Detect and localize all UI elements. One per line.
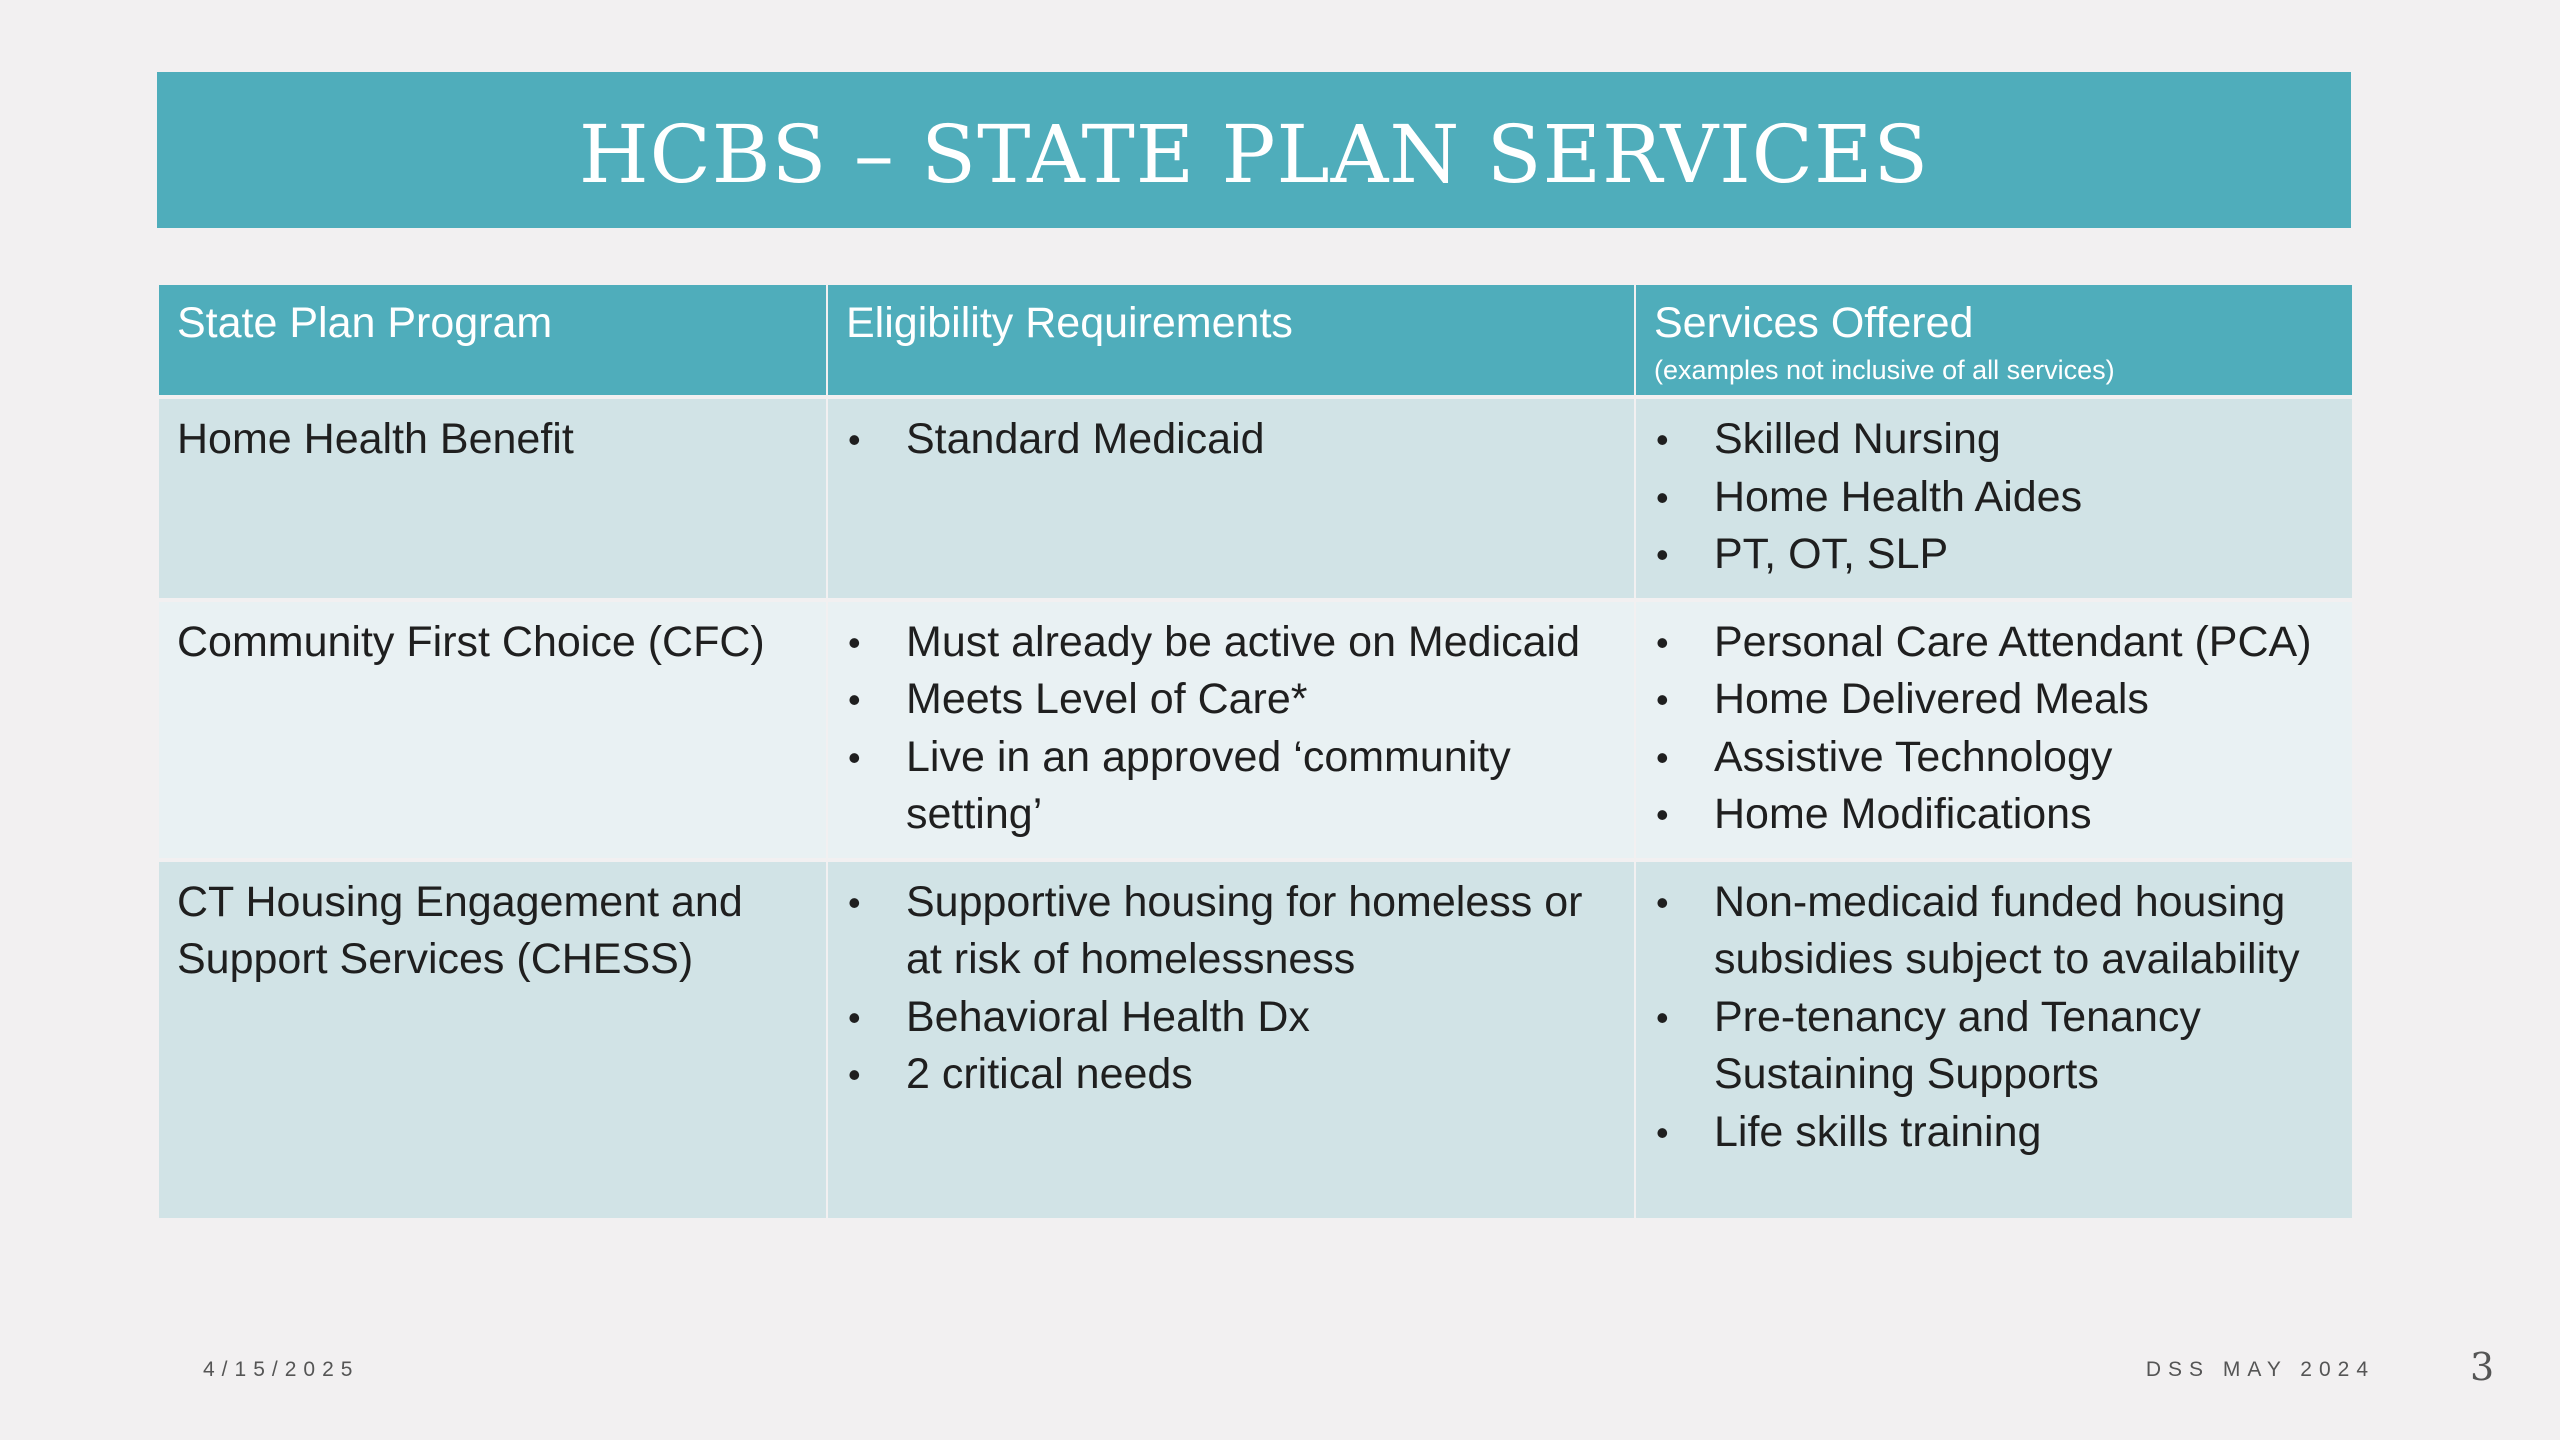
service-item: Skilled Nursing xyxy=(1714,415,2001,463)
bullet-icon: • xyxy=(848,1054,861,1095)
list-item xyxy=(846,1046,1616,1104)
eligibility-cell xyxy=(828,399,1634,598)
bullet-icon: • xyxy=(1656,419,1669,460)
slide-title-banner xyxy=(157,72,2351,228)
footer-org: DSS MAY 2024 xyxy=(2145,1358,2375,1381)
header-services-label: Services Offered xyxy=(1654,299,1974,347)
page-number: 3 xyxy=(2470,1345,2495,1389)
services-table xyxy=(159,285,2350,1218)
list-item xyxy=(1654,786,2334,844)
list-item xyxy=(1654,614,2334,672)
services-cell xyxy=(1636,862,2352,1218)
service-item: Life skills training xyxy=(1714,1107,2042,1156)
eligibility-item: Must already be active on Medicaid xyxy=(906,617,1581,666)
eligibility-item: Supportive housing for homeless or at risk of homelessness xyxy=(906,877,1583,983)
program-cell xyxy=(159,602,826,858)
list-item xyxy=(846,671,1616,729)
service-item: Non-medicaid funded housing subsidies subject to availability xyxy=(1714,877,2300,983)
list-item xyxy=(846,614,1616,672)
bullet-icon: • xyxy=(1656,534,1669,575)
program-name: Community First Choice (CFC) xyxy=(177,617,765,666)
header-program xyxy=(159,285,826,395)
bullet-icon: • xyxy=(848,679,861,720)
service-item: Home Health Aides xyxy=(1714,472,2083,521)
eligibility-item: 2 critical needs xyxy=(906,1050,1193,1098)
eligibility-item: Standard Medicaid xyxy=(906,415,1265,463)
header-eligibility-label: Eligibility Requirements xyxy=(846,299,1293,347)
bullet-icon: • xyxy=(1656,1111,1669,1153)
eligibility-item: Behavioral Health Dx xyxy=(906,992,1310,1041)
bullet-icon: • xyxy=(1656,621,1669,663)
bullet-icon: • xyxy=(1656,736,1669,778)
list-item xyxy=(1654,411,2334,469)
header-services xyxy=(1636,285,2352,395)
program-name: CT Housing Engagement and Support Services (CHESS) xyxy=(177,877,743,983)
bullet-icon: • xyxy=(1656,476,1669,518)
service-item: Home Modifications xyxy=(1714,790,2092,838)
eligibility-cell xyxy=(828,862,1634,1218)
list-item xyxy=(1654,469,2334,527)
list-item xyxy=(1654,729,2334,787)
services-cell xyxy=(1636,399,2352,598)
bullet-icon: • xyxy=(848,419,861,460)
bullet-icon: • xyxy=(848,881,861,923)
slide-title: HCBS – STATE PLAN SERVICES xyxy=(578,108,1930,201)
list-item xyxy=(846,729,1616,844)
program-cell xyxy=(159,862,826,1218)
header-services-note: (examples not inclusive of all services) xyxy=(1654,355,2115,386)
service-item: PT, OT, SLP xyxy=(1714,530,1949,578)
bullet-icon: • xyxy=(848,996,861,1038)
header-eligibility xyxy=(828,285,1634,395)
list-item xyxy=(1654,1104,2334,1162)
bullet-icon: • xyxy=(1656,794,1669,835)
service-item: Home Delivered Meals xyxy=(1714,675,2149,723)
service-item: Pre-tenancy and Tenancy Sustaining Supports xyxy=(1714,992,2201,1098)
bullet-icon: • xyxy=(1656,881,1669,923)
list-item xyxy=(1654,526,2334,584)
list-item xyxy=(1654,989,2334,1104)
list-item xyxy=(846,874,1616,989)
list-item xyxy=(846,989,1616,1047)
eligibility-cell xyxy=(828,602,1634,858)
header-program-label: State Plan Program xyxy=(177,299,553,347)
service-item: Personal Care Attendant (PCA) xyxy=(1714,617,2312,666)
service-item: Assistive Technology xyxy=(1714,732,2113,781)
program-name: Home Health Benefit xyxy=(177,415,574,463)
bullet-icon: • xyxy=(1656,679,1669,720)
bullet-icon: • xyxy=(848,621,861,663)
list-item xyxy=(846,411,1616,469)
bullet-icon: • xyxy=(848,736,861,778)
program-cell xyxy=(159,399,826,598)
bullet-icon: • xyxy=(1656,996,1669,1038)
footer-date: 4/15/2025 xyxy=(203,1358,360,1381)
services-cell xyxy=(1636,602,2352,858)
list-item xyxy=(1654,874,2334,989)
eligibility-item: Meets Level of Care* xyxy=(906,675,1308,723)
list-item xyxy=(1654,671,2334,729)
eligibility-item: Live in an approved ‘community setting’ xyxy=(906,732,1511,838)
